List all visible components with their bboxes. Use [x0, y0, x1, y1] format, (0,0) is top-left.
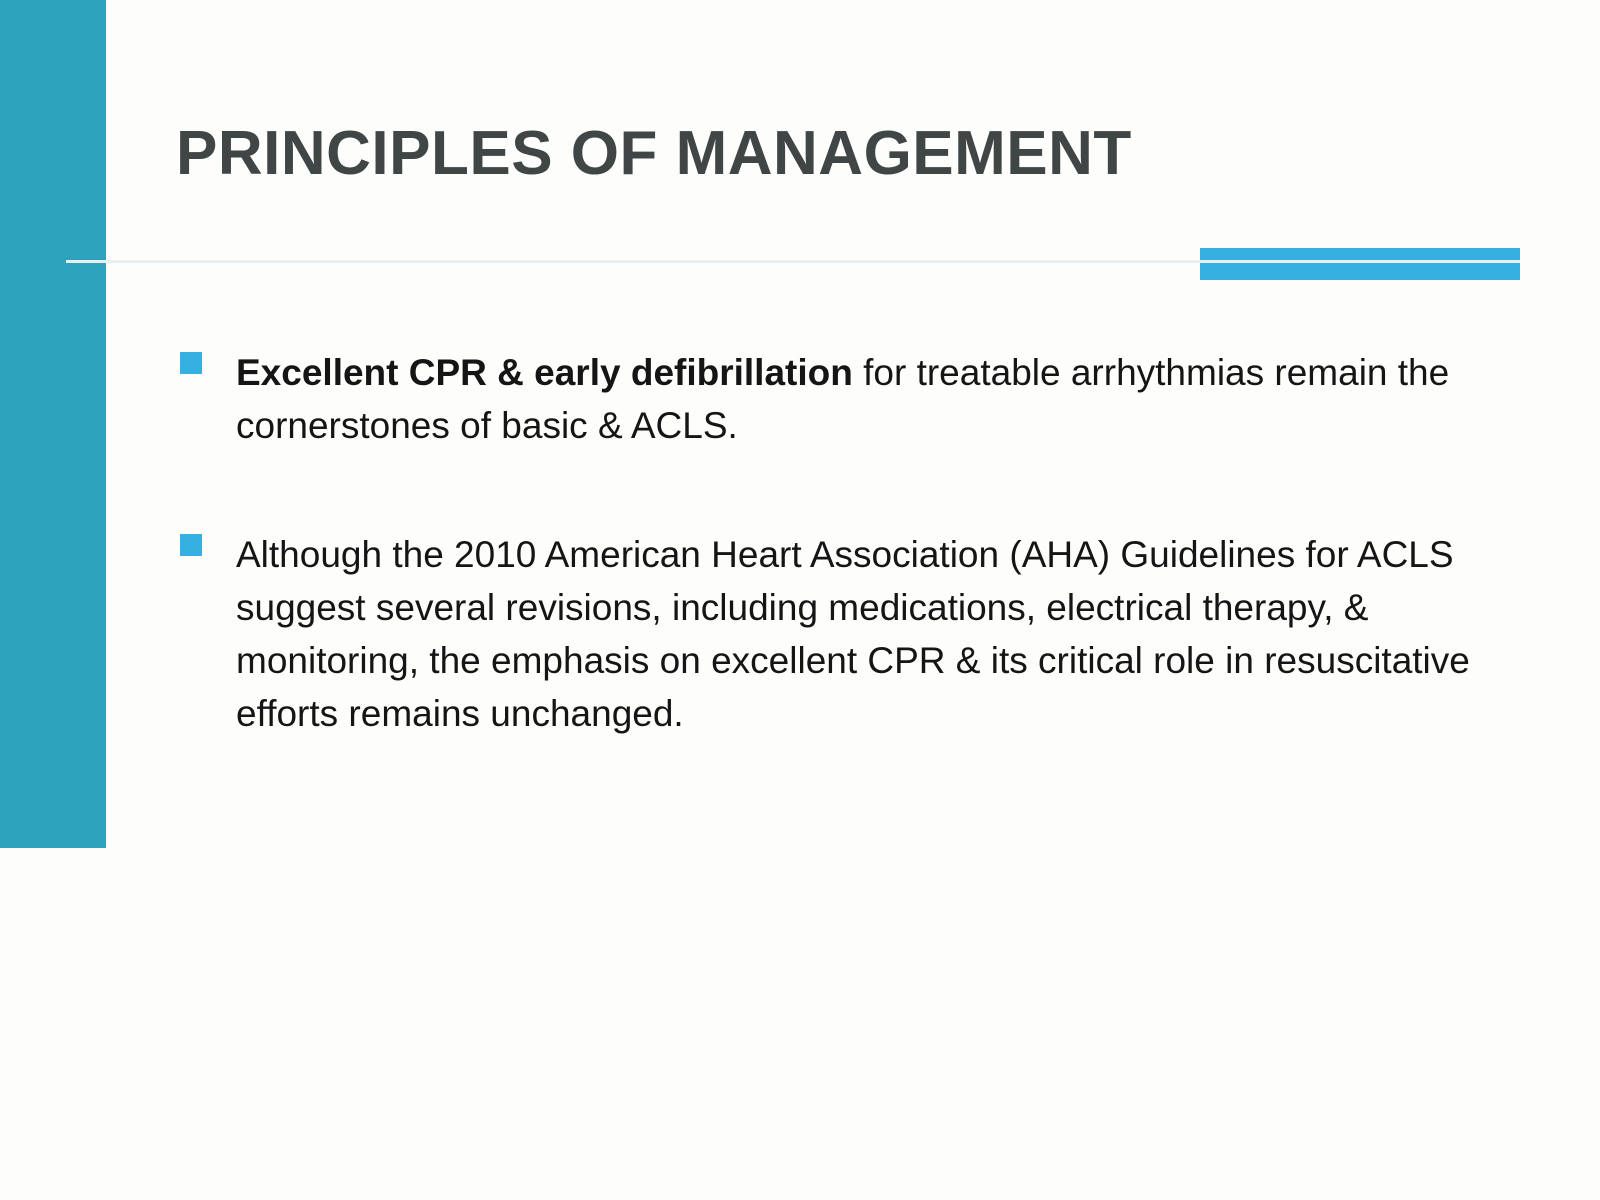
bullet-item-1: [178, 346, 1498, 452]
bullet-1-text: for treatable arrhythmias remain the cornerstones of basic & ACLS.: [236, 352, 1450, 446]
title-accent-bar: [1200, 248, 1520, 280]
slide-title: PRINCIPLES OF MANAGEMENT: [176, 119, 1132, 188]
bullet-list: [178, 346, 1498, 816]
square-bullet-icon: [180, 352, 202, 374]
title-divider: [66, 260, 1200, 263]
left-accent-bar: [0, 0, 106, 848]
square-bullet-icon: [180, 534, 202, 556]
bullet-2-text: Although the 2010 American Heart Association (AHA) Guidelines for ACLS suggest several revisions, including medications, electrical therapy, & monitoring, the emphasis on excellent CPR & its critical role in resuscitative efforts remains unchanged.: [236, 534, 1470, 734]
bullet-item-2: [178, 528, 1498, 740]
bullet-1-bold: Excellent CPR & early defibrillation: [236, 352, 853, 393]
